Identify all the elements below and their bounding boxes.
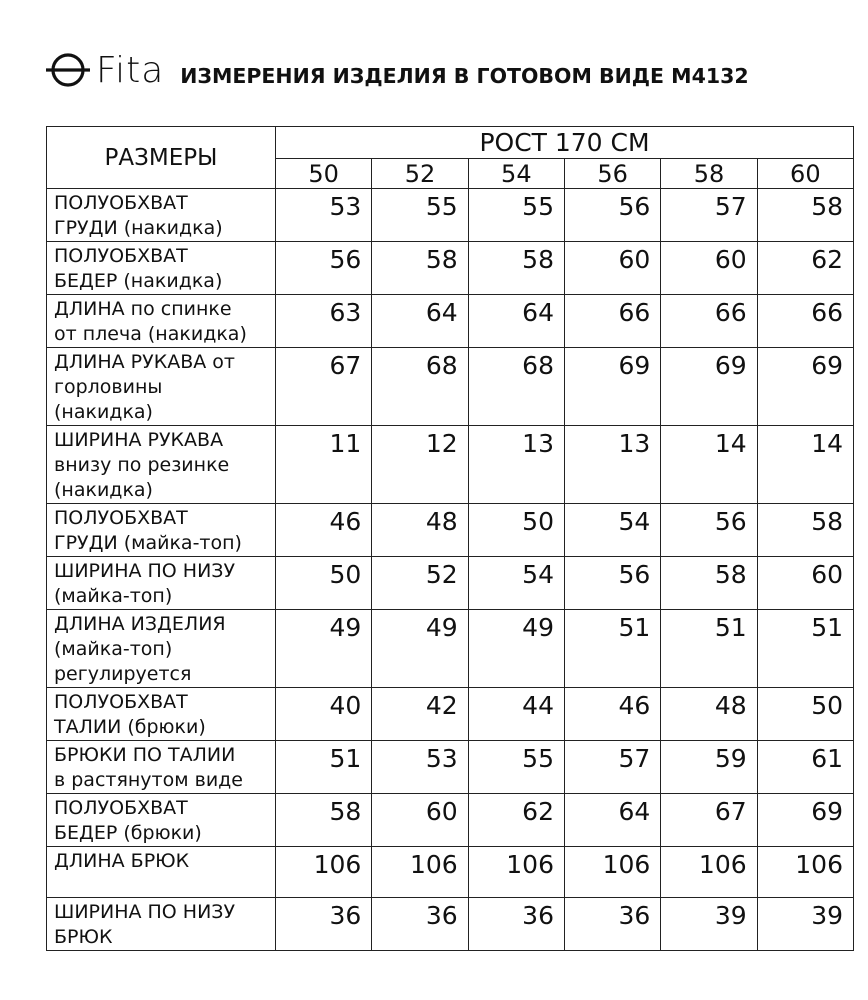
measurement-cell: 39 xyxy=(661,898,757,951)
measurement-cell: 60 xyxy=(661,242,757,295)
measurement-cell: 62 xyxy=(757,242,853,295)
row-label-line: ПОЛУОБХВАТ xyxy=(54,245,188,267)
measurement-cell: 56 xyxy=(661,504,757,557)
table-row xyxy=(47,295,854,348)
row-label-line: ГРУДИ (накидка) xyxy=(54,217,223,239)
table-row xyxy=(47,610,854,688)
measurement-cell: 69 xyxy=(757,794,853,847)
row-label xyxy=(47,295,276,348)
measurement-cell: 51 xyxy=(661,610,757,688)
measurement-cell: 56 xyxy=(564,557,660,610)
measurement-cell: 58 xyxy=(757,504,853,557)
row-label xyxy=(47,348,276,426)
measurement-cell: 63 xyxy=(276,295,372,348)
row-label xyxy=(47,557,276,610)
measurement-cell: 48 xyxy=(661,688,757,741)
measurement-cell: 58 xyxy=(757,189,853,242)
row-label xyxy=(47,898,276,951)
row-label-line: ШИРИНА ПО НИЗУ xyxy=(54,901,236,923)
measurement-cell: 106 xyxy=(661,847,757,898)
measurement-cell: 55 xyxy=(468,189,564,242)
measurement-cell: 48 xyxy=(372,504,468,557)
measurement-cell: 55 xyxy=(372,189,468,242)
row-label-line: БЕДЕР (брюки) xyxy=(54,822,202,844)
measurement-cell: 13 xyxy=(564,426,660,504)
measurement-cell: 68 xyxy=(468,348,564,426)
measurement-cell: 59 xyxy=(661,741,757,794)
measurement-cell: 64 xyxy=(564,794,660,847)
measurement-cell: 58 xyxy=(468,242,564,295)
table-row xyxy=(47,504,854,557)
row-label-line: ДЛИНА по спинке xyxy=(54,298,232,320)
measurement-cell: 39 xyxy=(757,898,853,951)
row-label-line: внизу по резинке xyxy=(54,454,230,476)
measurement-cell: 66 xyxy=(661,295,757,348)
measurement-cell: 69 xyxy=(757,348,853,426)
row-label-line: ПОЛУОБХВАТ xyxy=(54,192,188,214)
table-row xyxy=(47,847,854,898)
measurement-cell: 51 xyxy=(757,610,853,688)
measurement-cell: 60 xyxy=(372,794,468,847)
sizes-header: РАЗМЕРЫ xyxy=(47,127,276,189)
row-label-line: ПОЛУОБХВАТ xyxy=(54,507,188,529)
measurement-cell: 106 xyxy=(468,847,564,898)
size-header-cell: 58 xyxy=(661,159,757,189)
measurement-cell: 106 xyxy=(276,847,372,898)
row-label-line: горловины xyxy=(54,376,163,398)
size-header-cell: 56 xyxy=(564,159,660,189)
row-label xyxy=(47,794,276,847)
measurement-cell: 54 xyxy=(468,557,564,610)
measurement-cell: 50 xyxy=(276,557,372,610)
measurement-cell: 106 xyxy=(372,847,468,898)
measurement-cell: 66 xyxy=(757,295,853,348)
measurement-cell: 14 xyxy=(757,426,853,504)
measurement-cell: 58 xyxy=(372,242,468,295)
measurement-cell: 56 xyxy=(564,189,660,242)
row-label-line: (майка-топ) xyxy=(54,638,173,660)
row-label-line: (накидка) xyxy=(54,479,153,501)
row-label-line: ДЛИНА РУКАВА от xyxy=(54,351,235,373)
row-label-line: ШИРИНА РУКАВА xyxy=(54,429,224,451)
measurement-cell: 46 xyxy=(276,504,372,557)
size-table xyxy=(46,126,854,951)
measurement-cell: 36 xyxy=(564,898,660,951)
document-title: ИЗМЕРЕНИЯ ИЗДЕЛИЯ В ГОТОВОМ ВИДЕ М4132 xyxy=(180,64,749,88)
row-label xyxy=(47,847,276,898)
measurement-cell: 42 xyxy=(372,688,468,741)
measurement-cell: 14 xyxy=(661,426,757,504)
measurement-cell: 60 xyxy=(757,557,853,610)
table-row xyxy=(47,741,854,794)
measurement-cell: 67 xyxy=(661,794,757,847)
row-label-line: ГРУДИ (майка-топ) xyxy=(54,532,242,554)
measurement-cell: 55 xyxy=(468,741,564,794)
row-label-line: ПОЛУОБХВАТ xyxy=(54,797,188,819)
measurement-cell: 60 xyxy=(564,242,660,295)
size-header-cell: 50 xyxy=(276,159,372,189)
table-body xyxy=(47,189,854,951)
measurement-cell: 56 xyxy=(276,242,372,295)
page-header xyxy=(44,40,844,100)
size-header-cell: 52 xyxy=(372,159,468,189)
row-label-line: ПОЛУОБХВАТ xyxy=(54,691,188,713)
row-label-line: БРЮК xyxy=(54,926,113,948)
measurement-cell: 62 xyxy=(468,794,564,847)
row-label xyxy=(47,688,276,741)
measurement-cell: 36 xyxy=(468,898,564,951)
measurement-cell: 49 xyxy=(372,610,468,688)
measurement-cell: 44 xyxy=(468,688,564,741)
measurement-cell: 50 xyxy=(468,504,564,557)
brand-name: Fita xyxy=(96,49,165,91)
size-header-cell: 54 xyxy=(468,159,564,189)
table-row xyxy=(47,794,854,847)
row-label-line: БЕДЕР (накидка) xyxy=(54,270,223,292)
measurement-cell: 106 xyxy=(564,847,660,898)
table-row xyxy=(47,688,854,741)
measurement-cell: 36 xyxy=(372,898,468,951)
measurement-cell: 53 xyxy=(372,741,468,794)
fita-logo-icon xyxy=(44,48,92,92)
row-label xyxy=(47,741,276,794)
row-label xyxy=(47,504,276,557)
row-label-line: ШИРИНА ПО НИЗУ xyxy=(54,560,236,582)
measurement-cell: 50 xyxy=(757,688,853,741)
row-label-line: регулируется xyxy=(54,663,192,685)
measurement-cell: 68 xyxy=(372,348,468,426)
measurement-cell: 51 xyxy=(564,610,660,688)
measurement-cell: 57 xyxy=(564,741,660,794)
measurement-cell: 58 xyxy=(276,794,372,847)
row-label-line: ДЛИНА ИЗДЕЛИЯ xyxy=(54,613,226,635)
measurement-cell: 58 xyxy=(661,557,757,610)
measurement-cell: 57 xyxy=(661,189,757,242)
row-label xyxy=(47,610,276,688)
measurement-cell: 52 xyxy=(372,557,468,610)
brand-logo xyxy=(44,48,164,92)
measurement-cell: 46 xyxy=(564,688,660,741)
size-header-cell: 60 xyxy=(757,159,853,189)
row-label xyxy=(47,242,276,295)
measurement-cell: 67 xyxy=(276,348,372,426)
measurement-cell: 40 xyxy=(276,688,372,741)
table-row xyxy=(47,348,854,426)
row-label-line: (майка-топ) xyxy=(54,585,173,607)
row-label-line: от плеча (накидка) xyxy=(54,323,247,345)
row-label-line: (накидка) xyxy=(54,401,153,423)
measurement-cell: 54 xyxy=(564,504,660,557)
measurement-cell: 64 xyxy=(372,295,468,348)
measurement-cell: 49 xyxy=(276,610,372,688)
measurement-cell: 12 xyxy=(372,426,468,504)
row-label-line: ДЛИНА БРЮК xyxy=(54,850,190,872)
row-label-line: БРЮКИ ПО ТАЛИИ xyxy=(54,744,236,766)
measurement-cell: 36 xyxy=(276,898,372,951)
measurement-cell: 66 xyxy=(564,295,660,348)
height-header: РОСТ 170 СМ xyxy=(276,127,854,159)
measurement-cell: 51 xyxy=(276,741,372,794)
measurement-cell: 64 xyxy=(468,295,564,348)
row-label xyxy=(47,426,276,504)
table-row xyxy=(47,189,854,242)
table-row xyxy=(47,242,854,295)
row-label xyxy=(47,189,276,242)
measurement-cell: 69 xyxy=(661,348,757,426)
measurement-cell: 11 xyxy=(276,426,372,504)
measurement-cell: 49 xyxy=(468,610,564,688)
measurement-cell: 61 xyxy=(757,741,853,794)
table-row xyxy=(47,898,854,951)
measurement-cell: 13 xyxy=(468,426,564,504)
row-label-line: в растянутом виде xyxy=(54,769,243,791)
measurement-cell: 53 xyxy=(276,189,372,242)
table-header xyxy=(47,127,854,189)
measurement-cell: 69 xyxy=(564,348,660,426)
table-row xyxy=(47,426,854,504)
row-label-line: ТАЛИИ (брюки) xyxy=(54,716,206,738)
measurement-cell: 106 xyxy=(757,847,853,898)
table-row xyxy=(47,557,854,610)
